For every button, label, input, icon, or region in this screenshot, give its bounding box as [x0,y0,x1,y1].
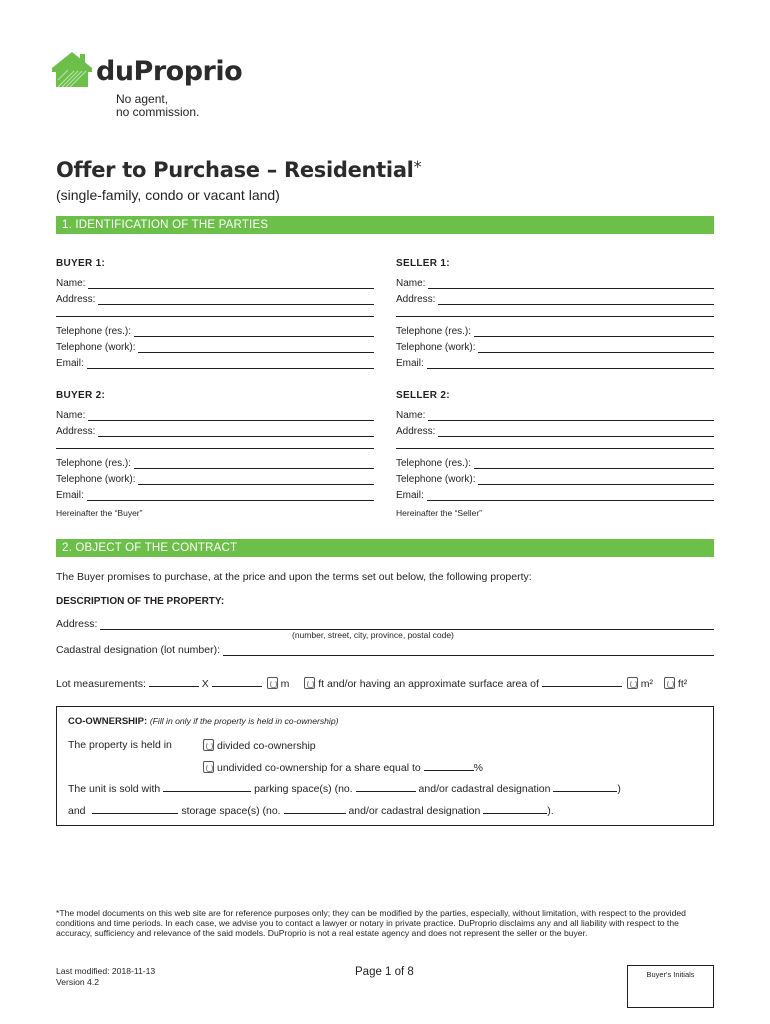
seller-2-tel-res-field[interactable]: Telephone (res.): [396,457,714,469]
storage-cadastral-input[interactable] [483,805,547,814]
lot-depth-input[interactable] [212,678,262,687]
seller-2-tel-work-field[interactable]: Telephone (work): [396,473,714,485]
section-2-heading: 2. OBJECT OF THE CONTRACT [56,539,714,557]
page-subtitle: (single-family, condo or vacant land) [56,187,280,203]
buyer-initials-box[interactable] [627,965,714,1008]
seller-2-heading: SELLER 2: [396,390,450,401]
share-percent-input[interactable] [424,762,474,771]
buyer-1-tel-res-field[interactable]: Telephone (res.): [56,325,374,337]
buyer-1-address-line-2[interactable] [56,316,374,317]
unit-ft-label: ft and/or having an approximate surface area of [318,678,539,690]
seller-2-address-line-2[interactable] [396,448,714,449]
seller-1-tel-work-field[interactable]: Telephone (work): [396,341,714,353]
seller-1-tel-res-field[interactable]: Telephone (res.): [396,325,714,337]
house-logo-icon [50,50,94,88]
undivided-option [201,761,483,774]
percent-sign: % [473,762,483,774]
unit-sold-with-row: The unit is sold with parking space(s) (no. and/or cadastral designation ) [68,783,621,795]
object-intro: The Buyer promises to purchase, at the price and upon the terms set out below, the following property: [56,571,532,583]
buyer-2-heading: BUYER 2: [56,390,106,401]
unit-m-label: m [280,678,290,690]
address-hint: (number, street, city, province, postal code) [292,630,454,640]
page-number: Page 1 of 8 [355,966,414,978]
description-heading: DESCRIPTION OF THE PROPERTY: [56,596,225,607]
storage-row: and storage space(s) (no. and/or cadastral designation ). [68,805,554,817]
hereinafter-seller: Hereinafter the “Seller” [396,508,482,518]
undivided-checkbox[interactable] [203,761,214,773]
unit-m-checkbox[interactable] [267,677,278,689]
parking-cadastral-input[interactable] [553,783,617,792]
buyer-2-tel-work-field[interactable]: Telephone (work): [56,473,374,485]
parking-cadastral-label: and/or cadastral designation [418,783,551,795]
seller-1-name-field[interactable]: Name: [396,277,714,289]
unit-ft2-label: ft² [677,678,688,690]
and-label: and [68,805,86,817]
buyer-1-heading: BUYER 1: [56,258,106,269]
version: Version 4.2 [56,976,99,987]
buyer-2-address-field[interactable]: Address: [56,425,374,437]
held-in-label: The property is held in [68,739,172,751]
storage-label: storage space(s) (no. [181,805,281,817]
parking-count-input[interactable] [163,783,251,792]
unit-m2-checkbox[interactable] [627,677,638,689]
buyer-1-email-field[interactable]: Email: [56,357,374,369]
buyer-2-tel-res-field[interactable]: Telephone (res.): [56,457,374,469]
duproprio-logo [50,50,250,120]
section-1-heading: 1. IDENTIFICATION OF THE PARTIES [56,216,714,234]
buyer-1-address-field[interactable]: Address: [56,293,374,305]
buyer-1-tel-work-field[interactable]: Telephone (work): [56,341,374,353]
storage-cadastral-label: and/or cadastral designation [348,805,481,817]
last-modified: Last modified: 2018-11-13 [56,966,156,976]
divided-checkbox[interactable] [203,739,214,751]
parking-number-input[interactable] [356,783,416,792]
coownership-note: (Fill in only if the property is held in co-ownership) [149,716,339,726]
disclaimer-footnote: *The model documents on this web site are for reference purposes only; they can be modified by the parties, especially, without limitation, with respect to the provided conditions and time periods. In each case, we advise you to contact a lawyer or notary in private practice. DuProprio disclaims any and all liability with respect to the accuracy, sufficiency and relevance of the said models. DuProprio is not a real estate agency and does not represent the seller or the buyer. [56,908,686,939]
property-address-field[interactable]: Address: [56,617,714,630]
divided-option [201,739,316,752]
buyer-2-email-field[interactable]: Email: [56,489,374,501]
cadastral-designation-field[interactable]: Cadastral designation (lot number): [56,643,714,656]
page-title: Offer to Purchase – Residential* [56,157,422,182]
storage-number-input[interactable] [284,805,346,814]
unit-m2-label: m² [640,678,653,690]
brand-tagline: No agent, no commission. [116,92,200,119]
seller-1-address-field[interactable]: Address: [396,293,714,305]
lot-width-input[interactable] [149,678,199,687]
title-asterisk: * [413,157,422,176]
storage-count-input[interactable] [92,805,178,814]
unit-ft-checkbox[interactable] [304,677,315,689]
surface-area-input[interactable] [542,678,622,687]
lot-measurements-row [56,677,687,690]
undivided-label: undivided co-ownership for a share equal to [217,762,421,774]
seller-1-address-line-2[interactable] [396,316,714,317]
seller-2-name-field[interactable]: Name: [396,409,714,421]
hereinafter-buyer: Hereinafter the “Buyer” [56,508,143,518]
version-info [56,966,155,987]
lot-measurements-label: Lot measurements: [56,678,146,690]
unit-sold-with-label: The unit is sold with [68,783,161,795]
lot-x-sign: X [201,678,209,690]
unit-ft2-checkbox[interactable] [664,677,675,689]
seller-1-heading: SELLER 1: [396,258,450,269]
buyer-2-name-field[interactable]: Name: [56,409,374,421]
buyer-initials-label: Buyer's Initials [646,970,695,979]
brand-name: duProprio [96,56,243,87]
coownership-heading-row [68,716,338,727]
buyer-2-address-line-2[interactable] [56,448,374,449]
parking-label: parking space(s) (no. [254,783,353,795]
buyer-1-name-field[interactable]: Name: [56,277,374,289]
divided-label: divided co-ownership [217,740,316,752]
seller-1-email-field[interactable]: Email: [396,357,714,369]
coownership-heading: CO-OWNERSHIP: [68,716,148,727]
seller-2-email-field[interactable]: Email: [396,489,714,501]
seller-2-address-field[interactable]: Address: [396,425,714,437]
